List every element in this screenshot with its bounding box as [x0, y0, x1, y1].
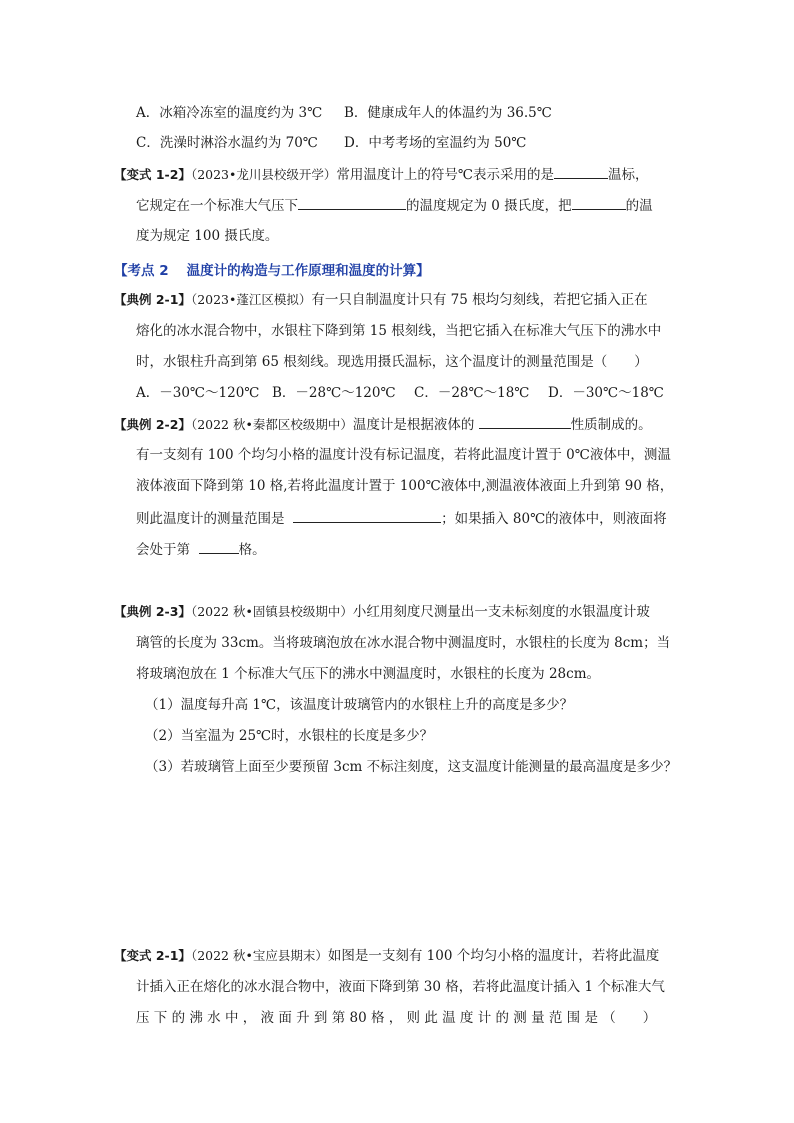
example-2-2-line-5: 会处于第 格。 [136, 539, 266, 560]
variant-2-1-line-3: 压 下 的 沸 水 中 ， 液 面 升 到 第 80 格 ， 则 此 温 度 计 的 测 量 范 围 是 （ ） [136, 1010, 657, 1026]
answer-blank[interactable] [293, 508, 441, 523]
section-heading-kaodian-2: 【考点 2 温度计的构造与工作原理和温度的计算】 [114, 263, 430, 279]
variant-1-2-line-1: 【变式 1-2】（2023•龙川县校级开学）常用温度计上的符号℃表示采用的是 温标， [114, 164, 648, 185]
variant-2-1-source: （2022 秋•宝应县期末） [190, 948, 328, 963]
example-2-1-source: （2023•蓬江区模拟） [190, 292, 312, 307]
variant-1-2-source: （2023•龙川县校级开学） [190, 167, 337, 182]
prev-options-row-2 [136, 133, 526, 153]
example-2-2-line-2: 有一支刻有 100 个均匀小格的温度计没有标记温度，若将此温度计置于 0℃液体中，测温 [136, 447, 671, 463]
variant-2-1-line-2: 计插入正在熔化的冰水混合物中，液面下降到第 30 格，若将此温度计插入 1 个标准大气 [136, 979, 665, 995]
prev-option-b: B．健康成年人的体温约为 36.5℃ [344, 105, 552, 121]
example-2-3-line-3: 将玻璃泡放在 1 个标准大气压下的沸水中测温度时，水银柱的长度为 28cm。 [136, 666, 601, 682]
example-2-3-sub-q1: （1）温度每升高 1℃，该温度计玻璃管内的水银柱上升的高度是多少？ [145, 697, 574, 713]
example-2-3-tag: 【典例 2-3】 [114, 604, 191, 619]
example-2-3-line-2: 璃管的长度为 33cm。当将玻璃泡放在冰水混合物中测温度时，水银柱的长度为 8cm；当 [136, 635, 671, 651]
example-2-2-tag: 【典例 2-2】 [114, 417, 191, 432]
option-d: D．－30℃～18℃ [548, 385, 664, 401]
answer-blank[interactable] [199, 539, 239, 554]
answer-blank[interactable] [298, 195, 406, 210]
example-2-2-line-3: 液体液面下降到第 10 格,若将此温度计置于 100℃液体中,测温液体液面上升到第 90 格， [136, 478, 674, 494]
option-c: C．－28℃～18℃ [414, 385, 530, 401]
example-2-3-sub-q3: （3）若玻璃管上面至少要预留 3cm 不标注刻度，这支温度计能测量的最高温度是多少？ [145, 759, 678, 775]
option-b: B．－28℃～120℃ [272, 385, 396, 401]
example-2-3-line-1: 【典例 2-3】（2022 秋•固镇县校级期中）小红用刻度尺测量出一支未标刻度的水银温度计玻 [114, 604, 650, 620]
answer-blank[interactable] [554, 164, 608, 179]
prev-options-row-1 [136, 103, 552, 123]
prev-option-d: D．中考考场的室温约为 50℃ [344, 135, 527, 151]
option-a: A．－30℃～120℃ [136, 385, 260, 401]
variant-1-2-line-3: 度为规定 100 摄氏度。 [136, 228, 279, 244]
prev-option-c: C．洗澡时淋浴水温约为 70℃ [136, 135, 318, 151]
example-2-3-source: （2022 秋•固镇县校级期中） [190, 604, 353, 619]
example-2-2-line-4: 则此温度计的测量范围是 ；如果插入 80℃的液体中，则液面将 [136, 508, 667, 529]
answer-blank[interactable] [572, 195, 626, 210]
example-2-2-line-1: 【典例 2-2】（2022 秋•秦都区校级期中）温度计是根据液体的 性质制成的。 [114, 414, 652, 435]
variant-1-2-line-2: 它规定在一个标准大气压下 的温度规定为 0 摄氏度，把 的温 [136, 195, 653, 216]
variant-2-1-line-1: 【变式 2-1】（2022 秋•宝应县期末）如图是一支刻有 100 个均匀小格的温度计，若将此温度 [114, 948, 660, 964]
example-2-1-line-1: 【典例 2-1】（2023•蓬江区模拟）有一只自制温度计只有 75 根均匀刻线，若把它插入正在 [114, 292, 648, 308]
example-2-3-sub-q2: （2）当室温为 25℃时，水银柱的长度是多少？ [145, 728, 434, 744]
example-2-1-line-2: 熔化的冰水混合物中，水银柱下降到第 15 根刻线，当把它插入在标准大气压下的沸水中 [136, 323, 662, 339]
example-2-1-line-3: 时，水银柱升高到第 65 根刻线。现选用摄氏温标，这个温度计的测量范围是（ ） [136, 354, 648, 370]
prev-option-a: A．冰箱冷冻室的温度约为 3℃ [136, 105, 323, 121]
variant-2-1-tag: 【变式 2-1】 [114, 948, 191, 963]
answer-blank[interactable] [479, 414, 571, 429]
example-2-1-tag: 【典例 2-1】 [114, 292, 191, 307]
example-2-1-options [136, 383, 664, 403]
example-2-2-source: （2022 秋•秦都区校级期中） [190, 417, 353, 432]
variant-1-2-tag: 【变式 1-2】 [114, 167, 191, 182]
